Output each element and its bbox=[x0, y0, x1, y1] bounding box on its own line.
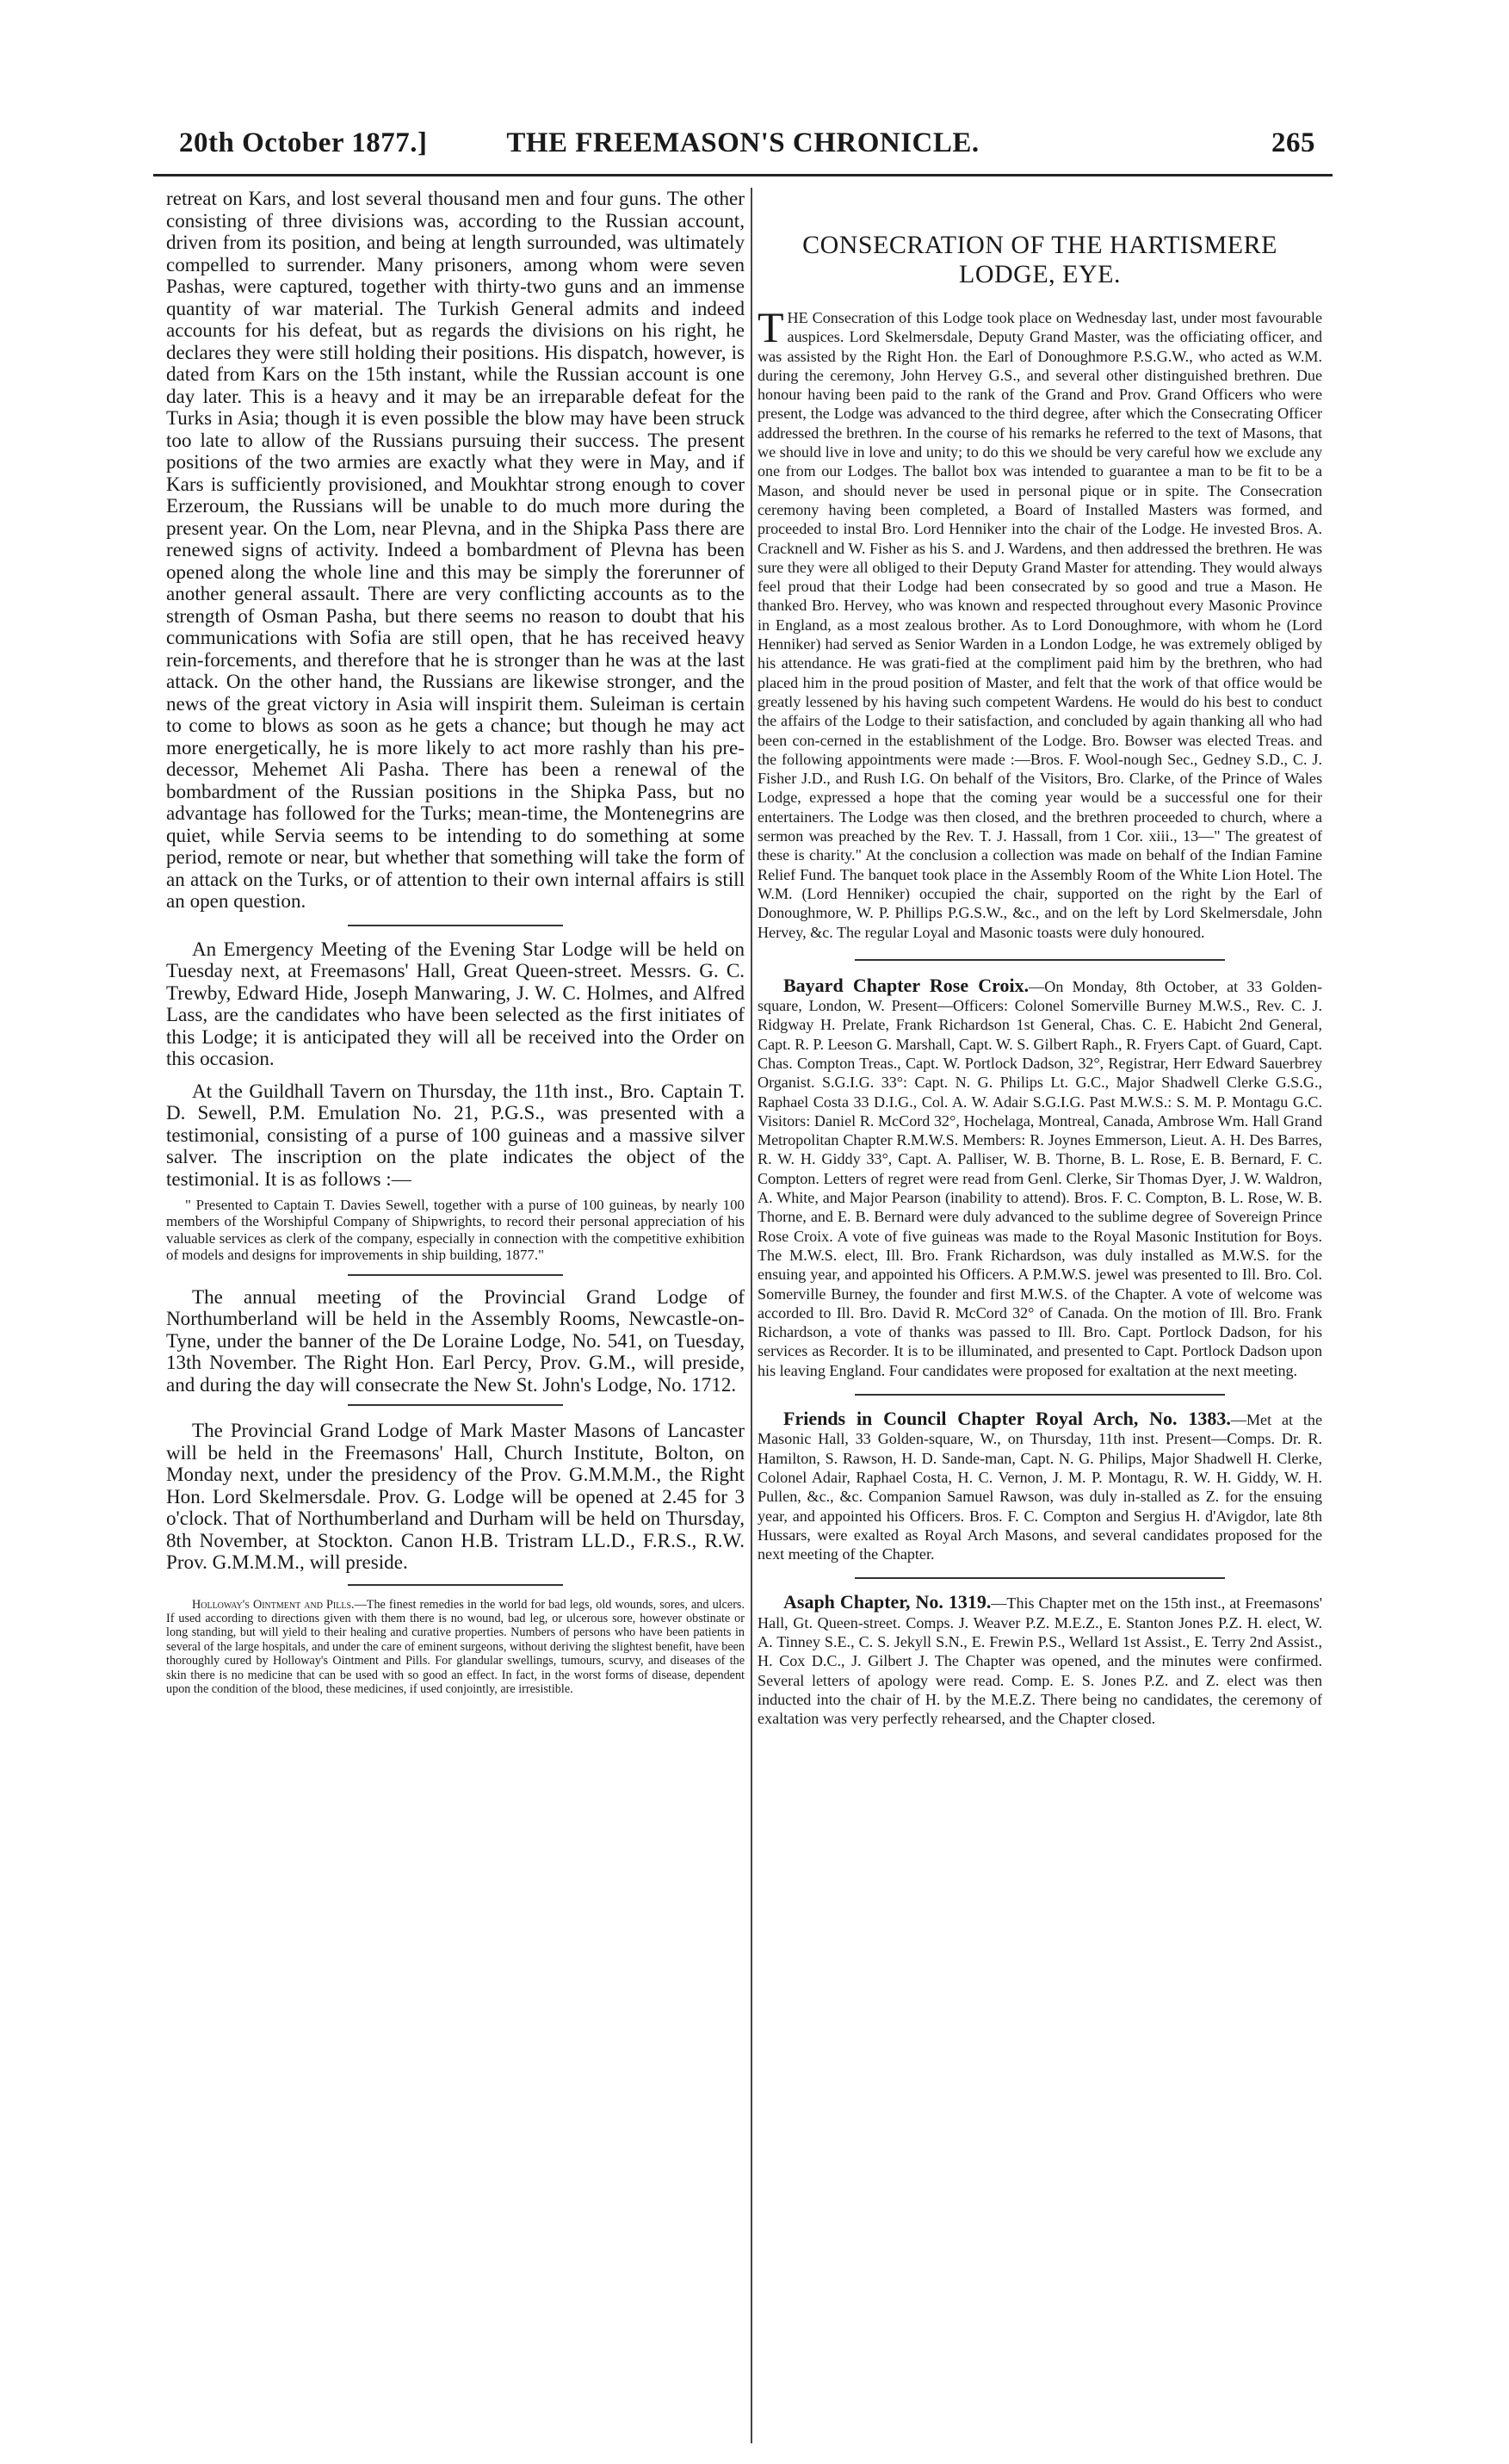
consecration-heading bbox=[758, 231, 1322, 289]
consecration-article bbox=[758, 303, 1322, 942]
bayard-chapter-body: —On Monday, 8th October, at 33 Golden-square, London, W. Present—Officers: Colonel Somerville Burney M.W.S., Rev. C. J. Ridgway H. Prelate, Frank Richardson 1st General, Chas. C. E. Habicht 2nd General, Capt. R. P. Leeson G. Marshall, Capt. W. S. Gilbert Raph., R. Fryers Capt. of Guard, Capt. Chas. Compton Treas., Capt. W. Portlock Dadson, 32°, Registrar, Herr Edward Sauerbrey Organist. S.G.I.G. 33°: Capt. N. G. Philips Lt. G.C., Major Shadwell Clerke G.S.G., Raphael Costa 33 D.I.G., Col. A. W. Adair S.G.I.G. Past M.W.S.: S. M. P. Montagu G.C. Visitors: Daniel R. McCord 32°, Hochelaga, Montreal, Canada, Ambrose Wm. Hall Grand Metropolitan Chapter R.M.W.S. Members: R. Joynes Emmerson, Lieut. A. H. Des Barres, R. W. H. Giddy 33°, Capt. A. Palliser, W. B. Thorne, B. L. Rose, E. B. Bernard, F. C. Compton. Letters of regret were read from Genl. Clerke, Sir Thomas Dyer, J. W. Waldron, A. White, and Major Pearson (inability to attend). Bros. F. C. Compton, B. L. Rose, W. B. Thorne, and E. B. Bernard were duly advanced to the sublime degree of Sovereign Prince Rose Croix. A vote of five guineas was made to the Royal Masonic Institution for Boys. The M.W.S. elect, Ill. Bro. Frank Richardson, was duly installed as M.W.S. for the ensuing year, and appointed his Officers. A P.M.W.S. jewel was presented to Ill. Bro. Col. Somerville Burney, the founder and first M.W.S. of the Chapter. A vote of welcome was accorded to Ill. Bro. David R. McCord 32° of Canada. On the motion of Ill. Bro. Frank Richardson, a vote of thanks was passed to Ill. Bro. Capt. Portlock Dadson, for his services as Recorder. It is to be illuminated, and presented to Capt. Portlock Dadson upon his leaving England. Four candidates were proposed for exaltation at the next meeting. bbox=[758, 977, 1322, 1379]
masthead bbox=[153, 122, 1333, 176]
issue-date: 20th October 1877.] bbox=[179, 127, 428, 158]
guildhall-testimonial-notice: At the Guildhall Tavern on Thursday, the 11th inst., Bro. Captain T. D. Sewell, P.M. Emulation No. 21, P.G.S., was presented with a testimonial, consisting of a purse of 100 guineas and a massive silver salver. The inscription on the plate indicates the object of the testimonial. It is as follows :— bbox=[166, 1079, 745, 1190]
heading-line-2: LODGE, EYE. bbox=[959, 260, 1121, 288]
column-rule bbox=[751, 188, 752, 2443]
testimonial-inscription: " Presented to Captain T. Davies Sewell, together with a purse of 100 guineas, by nearly 100 members of the Worshipful Company of Shipwrights, to record their personal appreciation of his valuable services as clerk of the company, especially in connection with the competitive exhibition of models and designs for improvements in ship building, 1877." bbox=[166, 1197, 745, 1264]
bayard-chapter-title: Bayard Chapter Rose Croix. bbox=[783, 974, 1030, 996]
holloway-advertisement bbox=[166, 1598, 745, 1697]
friends-in-council-title: Friends in Council Chapter Royal Arch, No. 1383. bbox=[783, 1408, 1231, 1430]
friends-in-council-body: —Met at the Masonic Hall, 33 Golden-square, W., on Thursday, 11th inst. Present—Comps. Dr. R. Hamilton, S. Rawson, H. D. Sande-man, Capt. N. G. Philips, Major Shadwell H. Clerke, Colonel Adair, Raphael Costa, H. C. Vernon, J. M. P. Montagu, R. W. H. Giddy, W. H. Pullen, &c., &c. Companion Samuel Rawson, was duly in-stalled as Z. for the ensuing year, and appointed his Officers. Bros. F. C. Compton and Sergius H. d'Avigdor, late 8th Hussars, were exalted as Royal Arch Masons, and several candidates proposed for the next meeting of the Chapter. bbox=[758, 1411, 1322, 1563]
heading-line-1: CONSECRATION OF THE HARTISMERE bbox=[802, 231, 1277, 259]
northumberland-provincial-notice: The annual meeting of the Provincial Grand Lodge of Northumberland will be held in the Assembly Rooms, Newcastle-on-Tyne, under the banner of the De Loraine Lodge, No. 541, on Tuesday, 13th November. The Right Hon. Earl Percy, Prov. G.M., will preside, and during the day will consecrate the New St. John's Lodge, No. 1712. bbox=[166, 1285, 745, 1396]
drop-cap: T bbox=[758, 303, 784, 351]
left-column bbox=[166, 188, 745, 2461]
advert-body: —The finest remedies in the world for bad legs, old wounds, sores, and ulcers. If used according to directions given with them there is no wound, bad leg, or ulcerous sore, however obstinate or long standing, but will yield to their healing and curative properties. Numbers of persons who have been patients in several of the large hospitals, and under the care of eminent surgeons, without deriving the slightest benefit, have been thoroughly cured by Holloway's Ointment and Pills. For glandular swellings, tumours, scurvy, and diseases of the skin there is no medicine that can be used with so good an effect. In fact, in the worst forms of disease, dependent upon the condition of the blood, these medicines, if used conjointly, are irresistible. bbox=[166, 1597, 745, 1697]
asaph-chapter-title: Asaph Chapter, No. 1319. bbox=[783, 1591, 992, 1613]
bayard-chapter-report bbox=[758, 976, 1322, 1380]
right-column bbox=[758, 188, 1322, 2461]
advert-lead: Holloway's Ointment and Pills. bbox=[192, 1597, 355, 1612]
asaph-chapter-body: —This Chapter met on the 15th inst., at Freemasons' Hall, Gt. Queen-street. Comps. J. Weaver P.Z. M.E.Z., E. Stanton Jones P.Z. H. elect, W. A. Tinney S.E., C. S. Jekyll S.N., E. Frewin P.S., Wellard 1st Assist., E. Terry 2nd Assist., H. Cox D.C., J. Gilbert J. The Chapter was opened, and the minutes were confirmed. Several letters of apology were read. Comp. E. S. Jones P.Z. and Z. elect was then inducted into the chair of H. by the M.E.Z. There being no candidates, the ceremony of exaltation was very perfectly rehearsed, and the Chapter closed. bbox=[758, 1594, 1322, 1728]
friends-in-council-report bbox=[758, 1409, 1322, 1563]
asaph-chapter-report bbox=[758, 1593, 1322, 1728]
page-number: 265 bbox=[1271, 127, 1315, 158]
war-news-article: retreat on Kars, and lost several thousand men and four guns. The other consisting of three divisions was, according to the Russian account, driven from its position, and being at length surrounded, was ultimately compelled to surrender. Many prisoners, among whom were seven Pashas, were captured, together with thirty-two guns and an immense quantity of war material. The Turkish General admits and indeed accounts for his defeat, but as regards the divisions on his right, he declares they were still holding their positions. His dispatch, however, is dated from Kars on the 15th instant, while the Russian account is one day later. This is a heavy and it may be an irreparable defeat for the Turks in Asia; though it is even possible the blow may have been struck too late to allow of the Russians pursuing their success. The present positions of the two armies are exactly what they were in May, and if Kars is sufficiently provisioned, and Moukhtar strong enough to cover Erzeroum, the Russians will be unable to do much more during the present year. On the Lom, near Plevna, and in the Shipka Pass there are renewed signs of activity. Indeed a bombardment of Plevna has been opened along the whole line and this may be simply the forerunner of another general assault. There are very conflicting accounts as to the strength of Osman Pasha, but there seems no reason to doubt that his communications with Sofia are still open, that he has received heavy rein-forcements, and therefore that he is stronger than he was at the last attack. On the other hand, the Russians are likewise stronger, and the news of the great victory in Asia will inspirit them. Suleiman is certain to come to blows as soon as he gets a chance; but though he may act more energetically, he is more likely to act more rashly than his pre-decessor, Mehemet Ali Pasha. There has been a renewal of the bombardment of the Russian positions in the Shipka Pass, but no advantage has followed for the Turks; mean-time, the Montenegrins are quiet, while Servia seems to be intending to do something at some period, remote or near, but whether that something will take the form of an attack on the Turks, or of attention to their own internal affairs is still an open question. bbox=[166, 188, 745, 912]
consecration-body: HE Consecration of this Lodge took place on Wednesday last, under most favourable auspices. Lord Skelmersdale, Deputy Grand Master, was the officiating officer, and was assisted by the Right Hon. the Earl of Donoughmore P.S.G.W., who acted as W.M. during the ceremony, John Hervey G.S., and several other distinguished brethren. Due honour having been paid to the rank of the Grand and Prov. Grand Officers who were present, the Lodge was advanced to the third degree, after which the Consecrating Officer addressed the brethren. In the course of his remarks he referred to the text of Masons, that we should live in love and unity; to do this we should be very careful how we exclude any one from our Lodges. The ballot box was intended to guarantee a man to be fit to be a Mason, and should never be used in personal pique or in spite. The Consecration ceremony having been completed, a Board of Installed Masters was formed, and proceeded to instal Bro. Lord Henniker into the chair of the Lodge. He invested Bros. A. Cracknell and W. Fisher as his S. and J. Wardens, and then addressed the brethren. He was sure they were all obliged to their Deputy Grand Master for attending. They would always feel proud that their Lodge had been consecrated by so good and true a Mason. He thanked Bro. Hervey, who was known and respected throughout every Masonic Province in England, as a most zealous brother. As to Lord Donoughmore, with whom he (Lord Henniker) had served as Senior Warden in a London Lodge, he was extremely obliged by his attendance. He was grati-fied at the compliment paid him by the brethren, who had placed him in the proud position of Master, and felt that the work of that office would be greatly lessened by his having such competent Wardens. He would do his best to conduct the affairs of the Lodge to their satisfaction, and concluded by again thanking all who had been con-cerned in the establishment of the Lodge. Bro. Bowser was elected Treas. and the following appointments were made :—Bros. F. Wool-nough Sec., Gedney S.D., C. J. Fisher J.D., and Rush I.G. On behalf of the Visitors, Bro. Clarke, of the Prince of Wales Lodge, expressed a hope that the coming year would be a successful one for their entertainers. The Lodge was then closed, and the brethren proceeded to church, where a sermon was preached by the Rev. T. J. Hassall, from 1 Cor. xiii., 13—" The greatest of these is charity." At the conclusion a collection was made on behalf of the Indian Famine Relief Fund. The banquet took place in the Assembly Room of the White Lion Hotel. The W.M. (Lord Henniker) occupied the chair, supported on the right by the Earl of Donoughmore, W. P. Phillips P.G.S.W., &c., and on the left by Lord Skelmersdale, John Hervey, &c. The regular Loyal and Masonic toasts were duly honoured. bbox=[758, 309, 1322, 941]
mark-masters-lancaster-notice: The Provincial Grand Lodge of Mark Master Masons of Lancaster will be held in the Freemasons' Hall, Church Institute, Bolton, on Monday next, under the presidency of the Prov. G.M.M.M., the Right Hon. Lord Skelmersdale. Prov. G. Lodge will be opened at 2.45 for 3 o'clock. That of Northumberland and Durham will be held on Thursday, 8th November, at Stockton. Canon H.B. Tristram LL.D., F.R.S., R.W. Prov. G.M.M.M., will preside. bbox=[166, 1419, 745, 1574]
evening-star-lodge-notice: An Emergency Meeting of the Evening Star Lodge will be held on Tuesday next, at Freemasons' Hall, Great Queen-street. Messrs. G. C. Trewby, Edward Hide, Joseph Manwaring, J. W. C. Holmes, and Alfred Lass, are the candidates who have been selected as the first initiates of this Lodge; it is anticipated they will all be received into the Order on this occasion. bbox=[166, 937, 745, 1069]
publication-title: THE FREEMASON'S CHRONICLE. bbox=[506, 127, 980, 158]
